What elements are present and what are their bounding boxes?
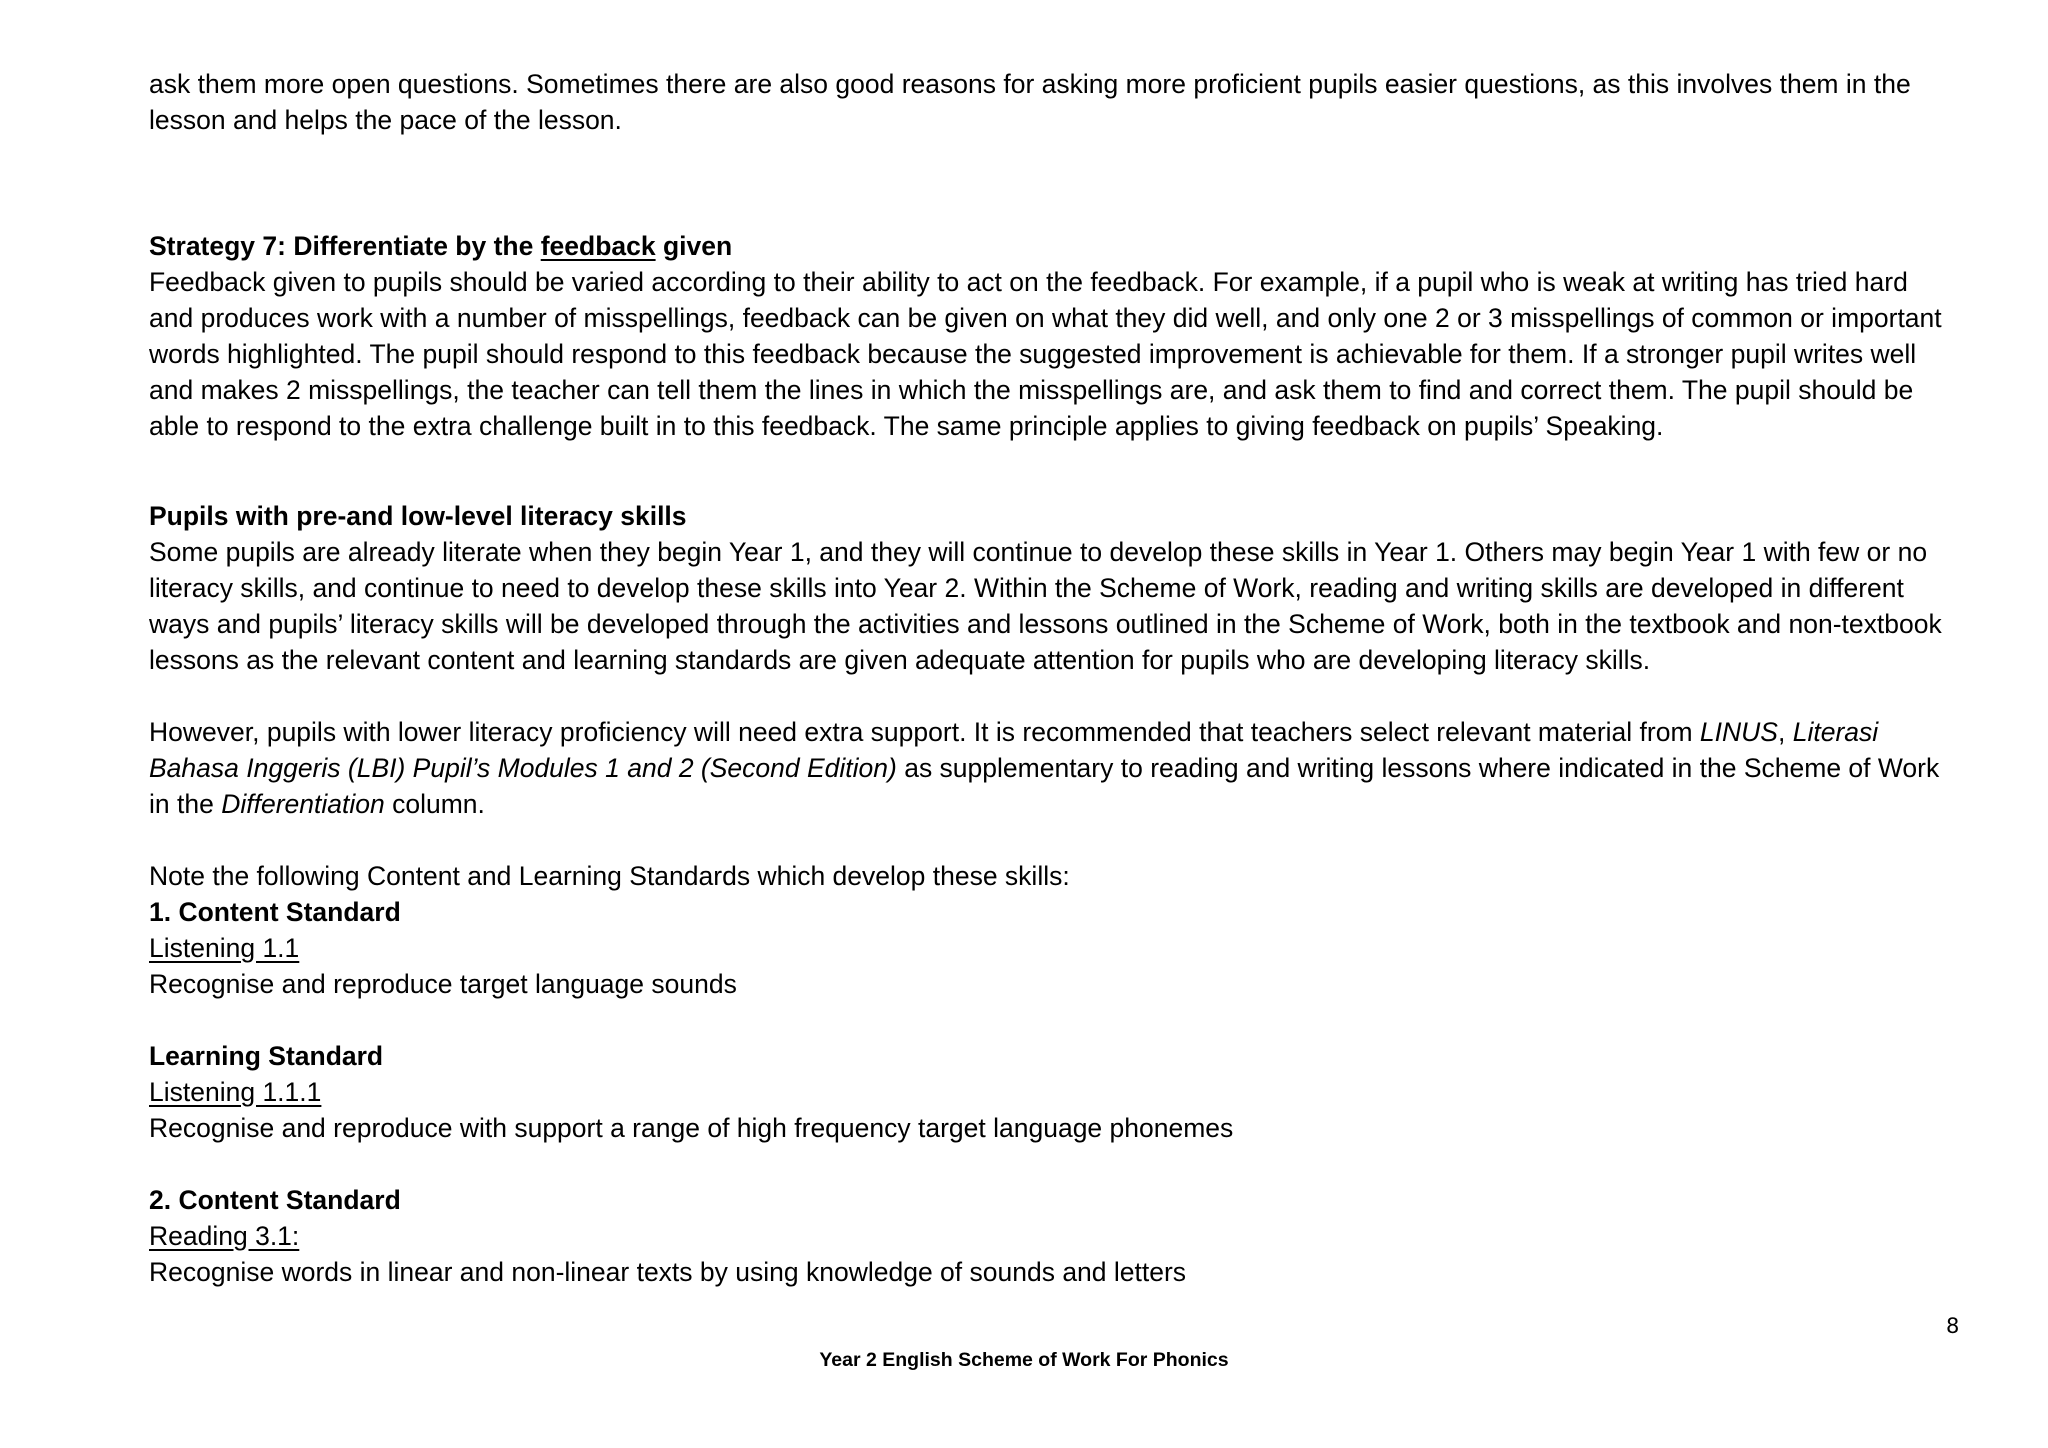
strategy-7-heading-suffix: given: [655, 231, 733, 261]
differentiation-reference: Differentiation: [221, 789, 385, 819]
lbi-reference: Literasi Bahasa Inggeris (LBI) Pupil’s Modules 1 and 2 (Second Edition): [149, 717, 1879, 783]
spacer: [149, 822, 1959, 858]
learning-standard-heading: Learning Standard: [149, 1041, 384, 1071]
content-standard-2-text: Recognise words in linear and non-linear texts by using knowledge of sounds and letters: [149, 1257, 1187, 1287]
intro-paragraph: ask them more open questions. Sometimes there are also good reasons for asking more proficient pupils easier questions, as this involves them in the lesson and helps the pace of the lesson.: [149, 69, 1911, 135]
content-standard-1-text: Recognise and reproduce target language sounds: [149, 969, 737, 999]
text-run: ,: [1777, 717, 1793, 747]
standard-code: Reading 3.1:: [149, 1221, 300, 1251]
spacer: [149, 678, 1959, 714]
page-number: 8: [1946, 1314, 1960, 1338]
content-standard-1-code: [149, 930, 1959, 966]
spacer: [149, 1002, 1959, 1038]
content-standard-2-code: [149, 1218, 1959, 1254]
standard-code: Listening 1.1.1: [149, 1077, 322, 1107]
strategy-7-heading-prefix: Strategy 7: Differentiate by the: [149, 231, 541, 261]
learning-standard-text: Recognise and reproduce with support a range of high frequency target language phonemes: [149, 1113, 1234, 1143]
document-body: [149, 66, 1959, 1290]
literacy-paragraph-1: Some pupils are already literate when they begin Year 1, and they will continue to develop these skills in Year 1. Others may begin Year 1 with few or no literacy skills, and continue to need to develop these skills into Year 2. Within the Scheme of Work, reading and writing skills are developed in different ways and pupils’ literacy skills will be developed through the activities and lessons outlined in the Scheme of Work, both in the textbook and non-textbook lessons as the relevant content and learning standards are given adequate attention for pupils who are developing literacy skills.: [149, 537, 1942, 675]
page-footer-title: Year 2 English Scheme of Work For Phonics: [819, 1349, 1229, 1371]
strategy-7-heading-keyword: feedback: [540, 231, 656, 261]
standards-note: Note the following Content and Learning Standards which develop these skills:: [149, 861, 1070, 891]
content-standard-1-heading: 1. Content Standard: [149, 897, 401, 927]
text-run: as supplementary to reading and writing lessons where indicated in the Scheme of Work in the: [149, 753, 1940, 819]
literacy-heading: Pupils with pre-and low-level literacy skills: [149, 501, 687, 531]
spacer: [149, 138, 1959, 192]
literacy-paragraph-2: [149, 714, 1959, 822]
learning-standard-code: [149, 1074, 1959, 1110]
text-run: However, pupils with lower literacy proficiency will need extra support. It is recommended that teachers select relevant material from: [149, 717, 1700, 747]
strategy-7-body: Feedback given to pupils should be varied according to their ability to act on the feedback. For example, if a pupil who is weak at writing has tried hard and produces work with a number of misspellings, feedback can be given on what they did well, and only one 2 or 3 misspellings of common or important words highlighted. The pupil should respond to this feedback because the suggested improvement is achievable for them. If a stronger pupil writes well and makes 2 misspellings, the teacher can tell them the lines in which the misspellings are, and ask them to find and correct them. The pupil should be able to respond to the extra challenge built in to this feedback. The same principle applies to giving feedback on pupils’ Speaking.: [149, 267, 1942, 441]
text-run: column.: [384, 789, 485, 819]
content-standard-2-heading: 2. Content Standard: [149, 1185, 401, 1215]
standard-code: Listening 1.1: [149, 933, 300, 963]
strategy-7-heading: [149, 228, 1959, 264]
linus-reference: LINUS: [1699, 717, 1778, 747]
spacer: [149, 1146, 1959, 1182]
spacer: [149, 444, 1959, 498]
spacer: [149, 192, 1959, 228]
